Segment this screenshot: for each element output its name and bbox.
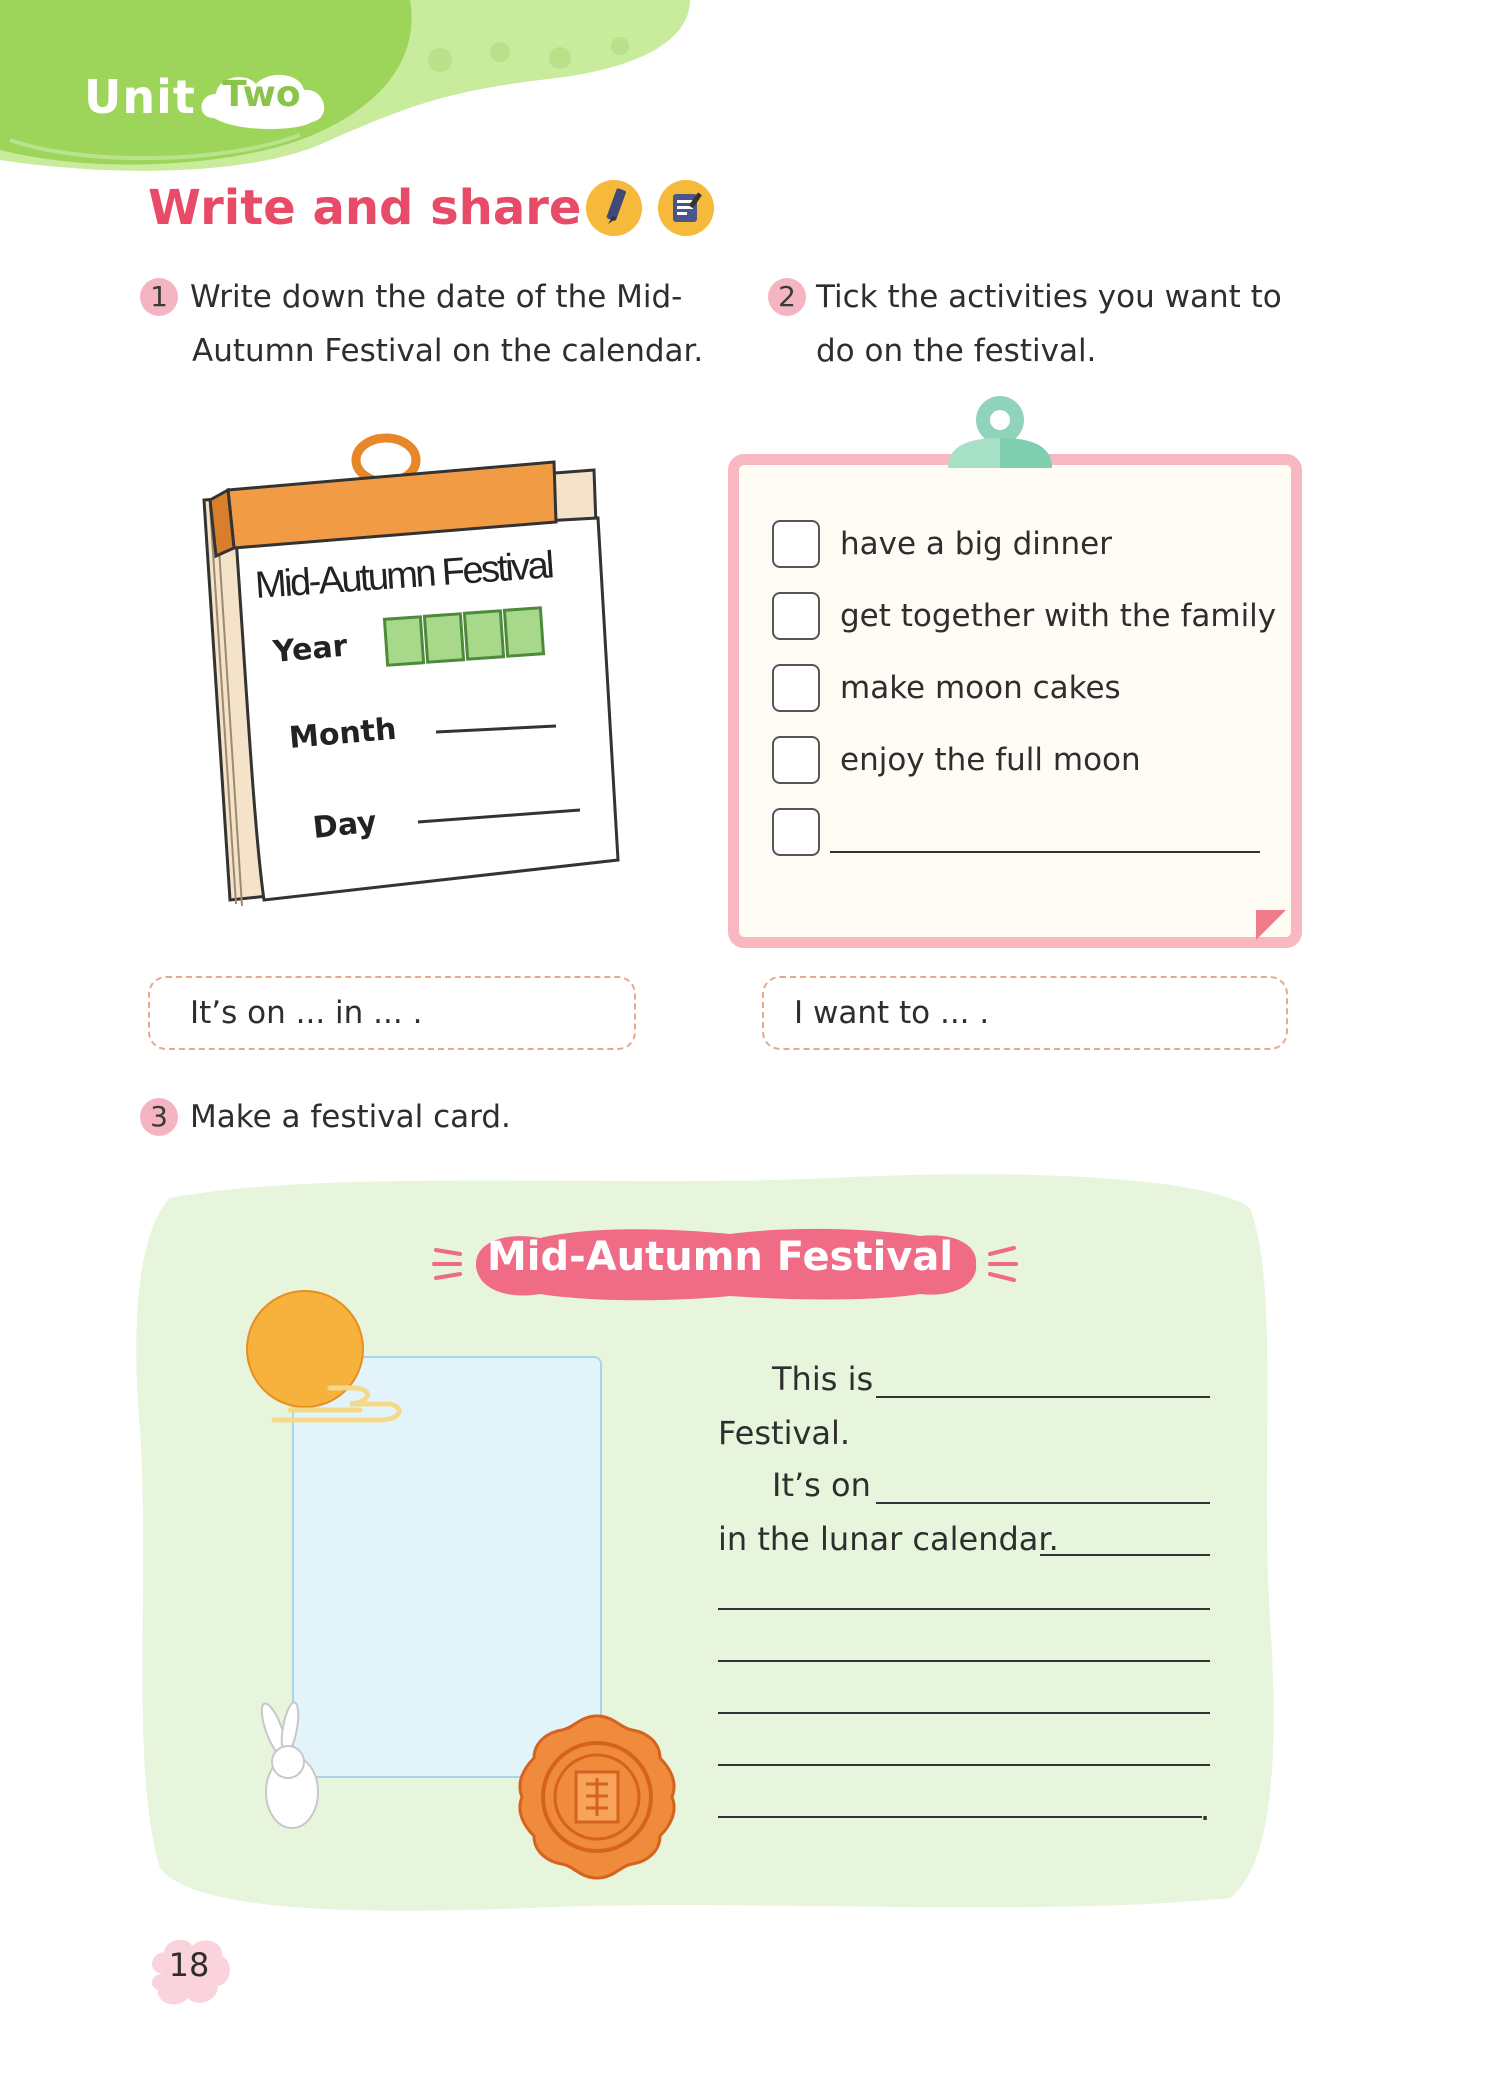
cloud-icon [270, 1380, 416, 1430]
task2-answer-box[interactable]: I want to ... . [762, 976, 1288, 1050]
card-blank-line[interactable] [718, 1712, 1210, 1714]
notepad-icon [658, 180, 714, 236]
task2-instruction-line1: Tick the activities you want to [816, 279, 1282, 315]
activity-checkbox[interactable] [772, 664, 820, 712]
clip-icon [942, 388, 1058, 488]
pencil-icon [586, 180, 642, 236]
activity-checkbox[interactable] [772, 808, 820, 856]
card-blank-line[interactable] [718, 1816, 1202, 1818]
activity-row[interactable] [772, 664, 1121, 712]
calendar-day-label: Day [311, 804, 379, 846]
activity-label: enjoy the full moon [840, 742, 1141, 778]
rabbit-icon [252, 1700, 326, 1832]
task1-instruction-line2: Autumn Festival on the calendar. [192, 333, 704, 369]
folded-corner [1256, 910, 1286, 940]
card-text-its-on: It’s on [772, 1466, 871, 1504]
mooncake-icon [510, 1710, 684, 1884]
section-title: Write and share [148, 180, 582, 236]
activity-row[interactable] [772, 592, 1276, 640]
activity-blank-line[interactable] [830, 811, 1260, 853]
activity-checkbox[interactable] [772, 520, 820, 568]
card-blank-line[interactable] [718, 1764, 1210, 1766]
task-number-2: 2 [768, 278, 806, 316]
calendar-month-label: Month [287, 711, 398, 756]
card-blank[interactable] [876, 1502, 1210, 1504]
task2-instruction-line2: do on the festival. [816, 333, 1097, 369]
activity-label: have a big dinner [840, 526, 1112, 562]
page-number: 18 [168, 1946, 210, 1984]
card-blank[interactable] [876, 1396, 1210, 1398]
calendar-illustration [190, 430, 630, 950]
task-number-1: 1 [140, 278, 178, 316]
task1-answer-box[interactable]: It’s on ... in ... . [148, 976, 636, 1050]
task3-instruction: Make a festival card. [190, 1099, 511, 1135]
card-banner-title: Mid-Autumn Festival [486, 1234, 954, 1280]
unit-number: Two [222, 74, 301, 115]
card-text-festival: Festival. [718, 1414, 851, 1452]
task-number-3: 3 [140, 1098, 178, 1136]
activity-checkbox[interactable] [772, 736, 820, 784]
card-text-this-is: This is [772, 1360, 874, 1398]
card-blank[interactable] [1040, 1554, 1210, 1556]
calendar-year-label: Year [271, 628, 349, 670]
task1-instruction-line1: Write down the date of the Mid- [190, 279, 683, 315]
activity-row[interactable] [772, 520, 1112, 568]
activity-checkbox[interactable] [772, 592, 820, 640]
card-blank-line[interactable] [718, 1608, 1210, 1610]
calendar-heading: Mid-Autumn Festival [253, 544, 556, 607]
activity-label: make moon cakes [840, 670, 1121, 706]
activity-label: get together with the family [840, 598, 1277, 634]
activity-row-blank[interactable] [772, 808, 1260, 856]
card-text-lunar: in the lunar calendar. [718, 1520, 1059, 1558]
card-final-period: . [1200, 1790, 1211, 1828]
unit-label: Unit [84, 70, 196, 124]
activity-row[interactable] [772, 736, 1141, 784]
card-blank-line[interactable] [718, 1660, 1210, 1662]
